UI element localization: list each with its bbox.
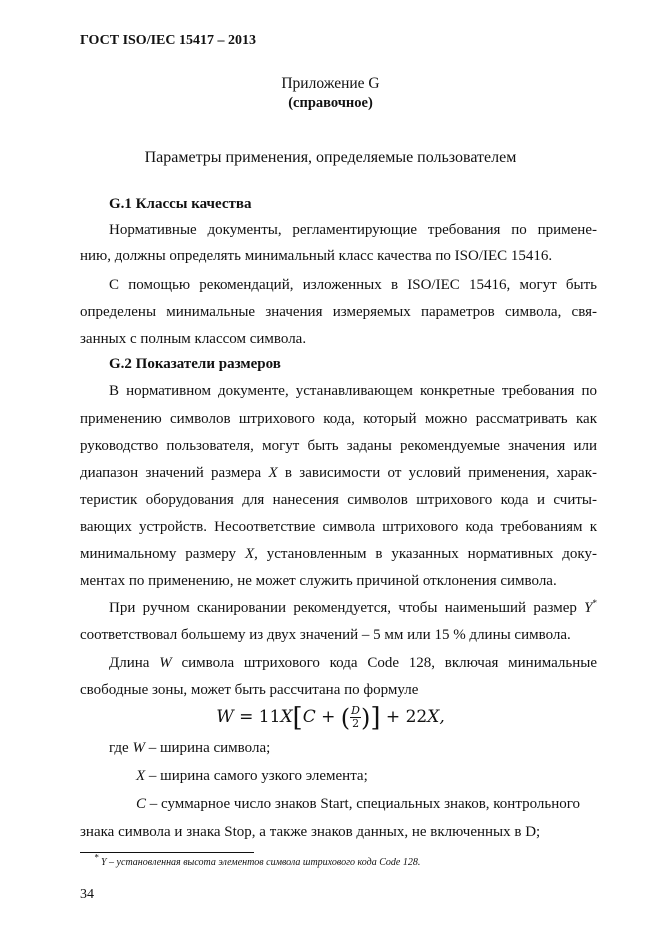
variable-x: X — [244, 546, 255, 562]
paragraph-line: теристик оборудования для нанесения символов штрихового кода и считы- — [80, 492, 597, 508]
paragraph-line: Длина W символа штрихового кода Code 128, включая минимальные — [109, 655, 597, 671]
definition-line: знака символа и знака Stop, а также знаков данных, не включенных в D; — [80, 824, 541, 840]
definition-line: X – ширина самого узкого элемента; — [136, 768, 368, 784]
paragraph-line: применению символов штрихового кода, который можно рассматривать как — [80, 411, 597, 427]
footnote-rule — [80, 852, 254, 853]
paragraph-line: диапазон значений размера X в зависимости от условий применения, харак- — [80, 465, 597, 481]
paragraph-line: Нормативные документы, регламентирующие требования по примене- — [109, 222, 597, 238]
paragraph-line: С помощью рекомендаций, изложенных в ISO/IEC 15416, могут быть — [109, 277, 597, 293]
annex-subtitle: (справочное) — [288, 95, 373, 111]
paragraph-line: определены минимальные значения измеряемых параметров символа, свя- — [80, 304, 597, 320]
annex-heading: Параметры применения, определяемые пользователем — [144, 149, 517, 166]
document-header: ГОСТ ISO/IEC 15417 – 2013 — [80, 33, 256, 48]
formula: W = 11X[C + ( $\frac{D}{2}$ )] + 22X, — [216, 703, 445, 733]
annex-title: Приложение G — [281, 75, 380, 92]
variable-x: X — [268, 465, 278, 481]
variable-w: W — [159, 655, 172, 671]
footnote: * Y – установленная высота элементов символа штрихового кода Code 128. — [94, 852, 421, 868]
paragraph-line: нию, должны определять минимальный класс качества по ISO/IEC 15416. — [80, 248, 553, 264]
paragraph-line: занных с полным классом символа. — [80, 331, 307, 347]
definition-line: C – суммарное число знаков Start, специальных знаков, контрольного — [136, 796, 581, 812]
paragraph-line: ментах по применению, не может служить причиной отклонения символа. — [80, 573, 557, 589]
section-heading-g2: G.2 Показатели размеров — [109, 356, 281, 372]
definition-line: где W – ширина символа; — [109, 740, 271, 756]
section-heading-g1: G.1 Классы качества — [109, 196, 252, 212]
paragraph-line: руководство пользователя, могут быть заданы рекомендуемые значения или — [80, 438, 597, 454]
paragraph-line: минимальному размеру X, установленным в указанных нормативных доку- — [80, 546, 598, 562]
paragraph-line: вающих устройств. Несоответствие символа штрихового кода требованиям к — [80, 519, 597, 535]
fraction: $\frac{D}{2}$ — [351, 704, 360, 730]
paragraph-line: В нормативном документе, устанавливающем конкретные требования по — [109, 383, 597, 399]
variable-y: Y — [584, 600, 593, 616]
page-number: 34 — [80, 887, 94, 902]
paragraph-line: свободные зоны, может быть рассчитана по формуле — [80, 682, 419, 698]
paragraph-line: При ручном сканировании рекомендуется, чтобы наименьший размер Y* — [109, 598, 597, 616]
paragraph-line: соответствовал большему из двух значений – 5 мм или 15 % длины символа. — [80, 627, 571, 643]
footnote-ref: * — [592, 598, 597, 608]
